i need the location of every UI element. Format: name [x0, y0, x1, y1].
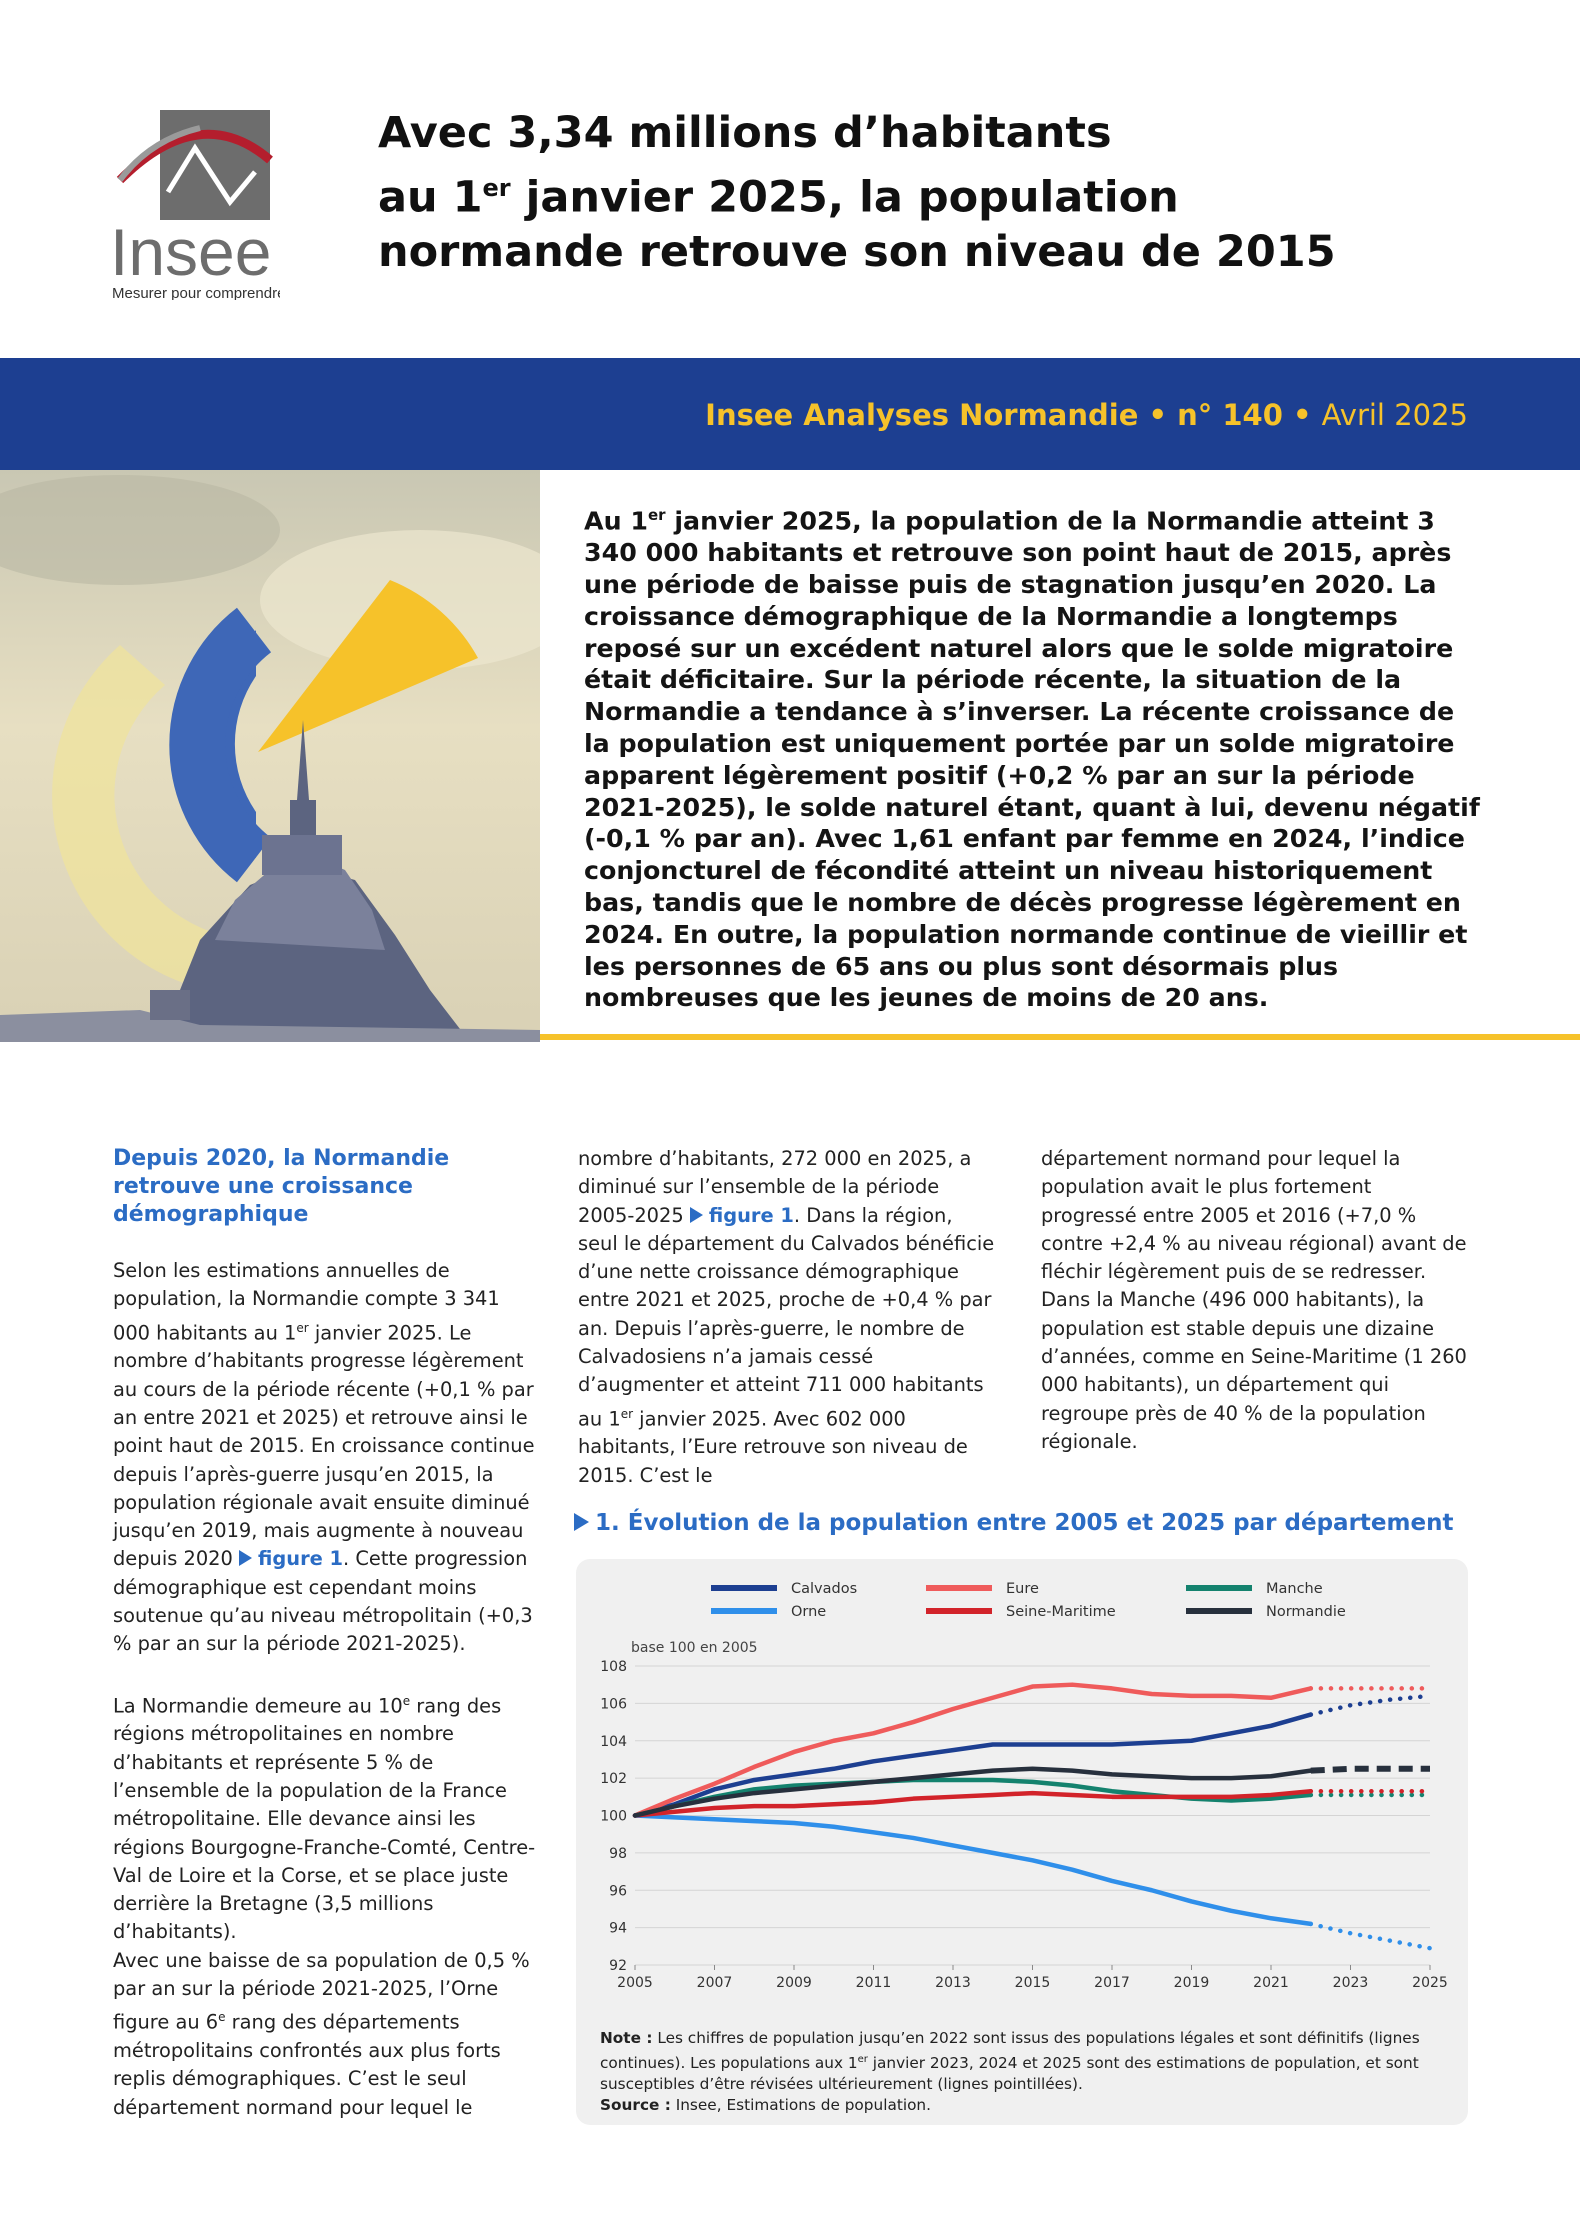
title-line-2a: au 1 — [378, 172, 483, 223]
paragraph-3-text-b: rang des départements métropolitains confrontés aux plus forts replis démographiques. C’est le seul département normand pour lequel le — [113, 2010, 501, 2119]
figure-title — [574, 1510, 1453, 1536]
insee-logo-mark — [110, 110, 280, 300]
series-estimate-calvados — [1311, 1696, 1430, 1715]
x-tick-label-2023: 2023 — [1332, 1975, 1369, 1991]
lead-sup: er — [648, 506, 666, 524]
hero-illustration — [0, 470, 540, 1042]
paragraph-4-sup: er — [620, 1406, 634, 1421]
paragraph-4-text-b: . Dans la région, seul le département du Calvados bénéficie d’une nette croissance démographique entre 2021 et 2025, proche de +0,4 % par an. Depuis l’après-guerre, le nombre de Calvadosiens n’a jamais cessé d’augmenter et atteint 711 000 habitants au 1 — [578, 1203, 995, 1431]
x-tick-label-2005: 2005 — [617, 1975, 653, 1991]
lead-paragraph — [584, 500, 1484, 1014]
paragraph-1-text-a: Selon les estimations annuelles de population, la Normandie compte 3 341 000 habitants au 1 — [113, 1259, 500, 1345]
body-column-2 — [578, 1145, 998, 1490]
x-tick-label-2025: 2025 — [1412, 1975, 1448, 1991]
legend-label-calvados: Calvados — [791, 1581, 858, 1597]
insee-logo — [110, 110, 280, 300]
paragraph-1 — [113, 1257, 539, 1659]
y-tick-label-98: 98 — [609, 1845, 627, 1862]
logo-word: Insee — [110, 215, 272, 289]
y-tick-label-108: 108 — [600, 1659, 627, 1675]
title-line-2b: janvier 2025, la population — [510, 172, 1179, 223]
logo-tagline: Mesurer pour comprendre — [112, 285, 280, 300]
paragraph-2-text-b: rang des régions métropolitaines en nombre d’habitants et représente 5 % de l’ensemble de la population de la France métropolitaine. Elle devance ainsi les régions Bourgogne-Franche-Comté, Centre-Val de Loire et la Corse, et se place juste derrière la Bretagne (3,5 millions d’habitants). — [113, 1694, 536, 1944]
paragraph-4 — [578, 1145, 998, 1490]
arrow-right-icon — [574, 1513, 589, 1531]
title-line-1: Avec 3,34 millions d’habitants — [378, 108, 1112, 158]
source-paragraph — [600, 2095, 1440, 2116]
y-tick-label-96: 96 — [609, 1883, 627, 1900]
paragraph-4-text-c: janvier 2025. Avec 602 000 habitants, l’Eure retrouve son niveau de 2015. C’est le — [578, 1407, 968, 1487]
section-heading: Depuis 2020, la Normandie retrouve une croissance démographique — [113, 1146, 450, 1227]
y-tick-label-106: 106 — [600, 1696, 627, 1713]
figure-1-link[interactable] — [239, 1547, 343, 1570]
x-tick-label-2021: 2021 — [1253, 1975, 1289, 1991]
series-estimate-normandie — [1311, 1769, 1430, 1771]
paragraph-1-sup: er — [296, 1320, 309, 1335]
y-tick-label-104: 104 — [600, 1733, 627, 1750]
lead-underline — [540, 1034, 1580, 1040]
source-text: Insee, Estimations de population. — [670, 2096, 931, 2115]
x-tick-label-2013: 2013 — [935, 1975, 971, 1991]
mont-saint-michel-illustration — [0, 470, 540, 1042]
legend-label-manche: Manche — [1266, 1581, 1323, 1597]
page-title — [378, 106, 1478, 280]
paragraph-2-text-a: La Normandie demeure au 10 — [113, 1694, 403, 1718]
y-tick-label-92: 92 — [609, 1958, 627, 1974]
x-tick-label-2007: 2007 — [696, 1975, 733, 1991]
title-line-3: normande retrouve son niveau de 2015 — [378, 227, 1336, 278]
source-label: Source : — [600, 2096, 671, 2115]
series-line-orne — [635, 1816, 1311, 1924]
y-tick-label-102: 102 — [600, 1771, 627, 1788]
publication-info — [705, 398, 1468, 432]
paragraph-3 — [113, 1947, 539, 2122]
note-sup: er — [857, 2054, 868, 2065]
legend-label-seine-maritime: Seine-Maritime — [1006, 1604, 1116, 1620]
paragraph-1-text-b: janvier 2025. Le nombre d’habitants progresse légèrement au cours de la période récente (+0,1 % par an entre 2021 et 2025) et retrouve ainsi le point haut de 2015. En croissance continue depuis l’après-guerre jusqu’en 2015, la population régionale avait ensuite diminué jusqu’en 2019, mais augmente à nouveau depuis 2020 — [113, 1321, 535, 1571]
arrow-right-icon — [690, 1207, 703, 1223]
paragraph-2-sup: e — [402, 1693, 411, 1708]
figure-1-link-2[interactable] — [690, 1204, 794, 1227]
y-tick-label-100: 100 — [600, 1808, 627, 1825]
y-tick-label-94: 94 — [609, 1920, 627, 1937]
legend-label-orne: Orne — [791, 1604, 827, 1620]
figure-1-link-2-label: figure 1 — [708, 1203, 794, 1227]
x-tick-label-2011: 2011 — [855, 1975, 892, 1991]
body-column-3 — [1041, 1145, 1471, 1456]
lead-start: Au 1 — [584, 506, 648, 536]
paragraph-1-text-c: . Cette progression démographique est cependant moins soutenue qu’au niveau métropolitain (+0,3 % par an sur la période 2021-2025). — [113, 1547, 533, 1656]
publication-series: Insee Analyses Normandie • n° 140 • — [705, 398, 1312, 432]
paragraph-3-text-a: Avec une baisse de sa population de 0,5 % par an sur la période 2021-2025, l’Orne figure au 6 — [113, 1948, 530, 2034]
note-label: Note : — [600, 2029, 653, 2047]
x-tick-label-2017: 2017 — [1094, 1975, 1130, 1991]
note-text-b: janvier 2023, 2024 et 2025 sont des estimations de population, et sont susceptibles d’être révisées ultérieurement (lignes pointillées). — [600, 2054, 1419, 2094]
note-text-a: Les chiffres de population jusqu’en 2022 sont issus des populations légales et sont définitifs (lignes continues). Les populations aux 1 — [600, 2029, 1420, 2073]
paragraph-5: département normand pour lequel la population avait le plus fortement progressé entre 2005 et 2016 (+7,0 % contre +2,4 % au niveau régional) avant de fléchir légèrement puis de se redresser. Dans la Manche (496 000 habitants), la population est stable depuis une dizaine d’années, comme en Seine-Maritime (1 260 000 habitants), un département qui regroupe près de 40 % de la population régionale. — [1041, 1147, 1467, 1453]
body-column-1 — [113, 1145, 539, 2122]
paragraph-3-sup: e — [218, 2010, 226, 2025]
arrow-right-icon — [239, 1550, 252, 1566]
paragraph-4-text-a: nombre d’habitants, 272 000 en 2025, a diminué sur l’ensemble de la période 2005-2025 — [578, 1147, 972, 1227]
legend-label-normandie: Normandie — [1266, 1604, 1346, 1620]
legend-label-eure: Eure — [1006, 1581, 1039, 1597]
y-axis-label: base 100 en 2005 — [631, 1640, 758, 1656]
x-tick-label-2015: 2015 — [1014, 1975, 1051, 1991]
figure-1-link-label: figure 1 — [258, 1547, 344, 1571]
x-tick-label-2019: 2019 — [1173, 1975, 1210, 1991]
figure-title-text: 1. Évolution de la population entre 2005 et 2025 par département — [595, 1510, 1454, 1536]
figure-note — [600, 2028, 1440, 2116]
paragraph-2 — [113, 1687, 539, 1947]
title-sup: er — [482, 174, 511, 202]
population-line-chart — [576, 1559, 1468, 2019]
note-paragraph — [600, 2028, 1440, 2095]
x-tick-label-2009: 2009 — [776, 1975, 812, 1991]
publication-date: Avril 2025 — [1321, 398, 1468, 432]
lead-text: janvier 2025, la population de la Normandie atteint 3 340 000 habitants et retrouve son point haut de 2015, après une période de baisse puis de stagnation jusqu’en 2020. La croissance démographique de la Normandie a longtemps reposé sur un excédent naturel alors que le solde migratoire était déficitaire. Sur la période récente, la situation de la Normandie a tendance à s’inverser. La récente croissance de la population est uniquement portée par un solde migratoire apparent légèrement positif (+0,2 % par an sur la période 2021-2025), le solde naturel étant, quant à lui, devenu négatif (-0,1 % par an). Avec 1,61 enfant par femme en 2024, l’indice conjoncturel de fécondité atteint un niveau historiquement bas, tandis que le nombre de décès progresse légèrement en 2024. En outre, la population normande continue de vieillir et les personnes de 65 ans ou plus sont désormais plus nombreuses que les jeunes de moins de 20 ans. — [584, 506, 1480, 1013]
